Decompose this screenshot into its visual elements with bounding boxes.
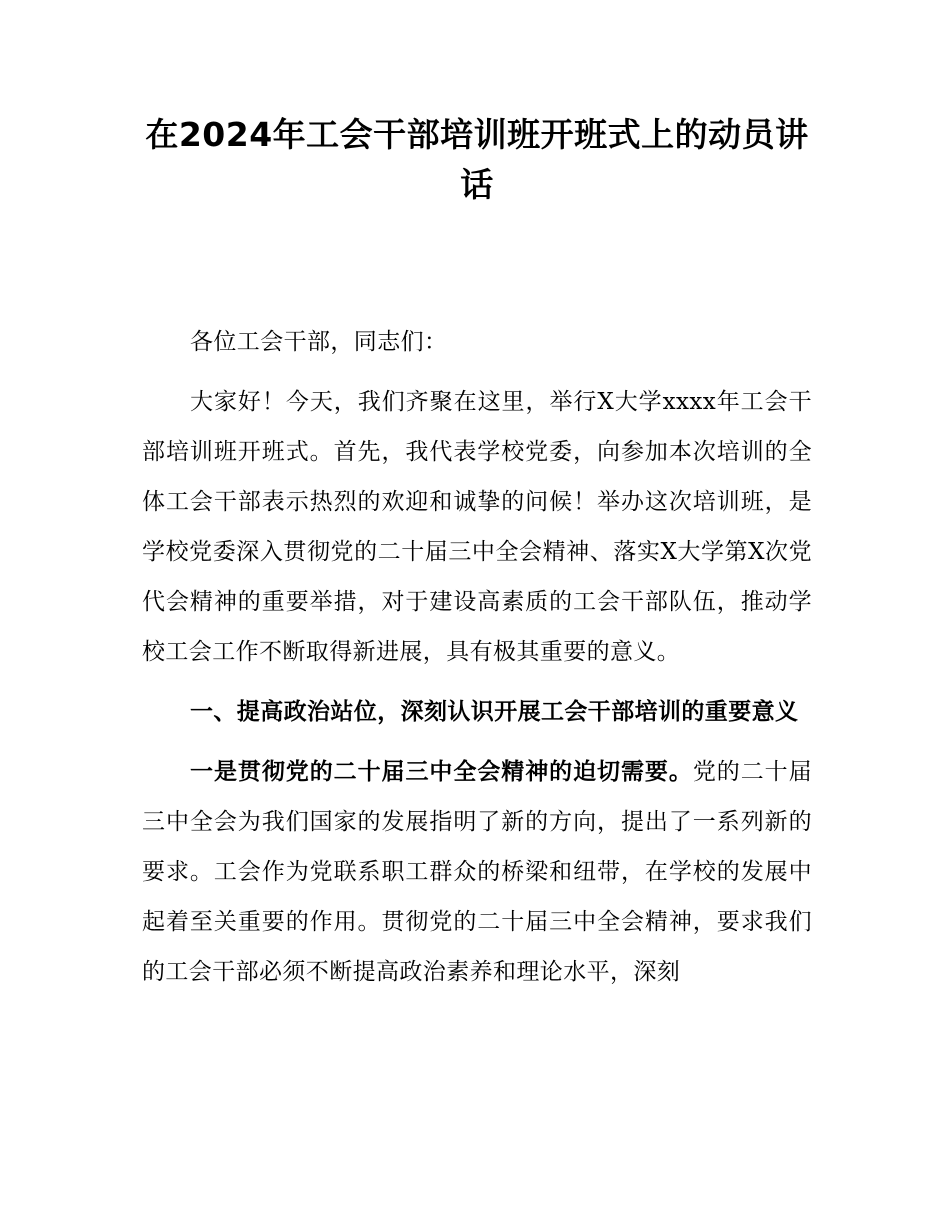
salutation: 各位工会干部，同志们： [190,329,448,355]
document-title: 在2024年工会干部培训班开班式上的动员讲话 [145,115,809,204]
intro-paragraph: 大家好！今天，我们齐聚在这里，举行X大学xxxx年工会干部培训班开班式。首先，我代表学校党委，向参加本次培训的全体工会干部表示热烈的欢迎和诚挚的问候！举办这次培训班，是学校党委深入贯彻党的二十届三中全会精神、落实X大学第X次党代会精神的重要举措，对于建设高素质的工会干部队伍，推动学校工会工作不断取得新进展，具有极其重要的意义。 [142,389,812,665]
point-text: 党的二十届三中全会为我们国家的发展指明了新的方向，提出了一系列新的要求。工会作为党联系职工群众的桥梁和纽带，在学校的发展中起着至关重要的作用。贯彻党的二十届三中全会精神，要求我们的工会干部必须不断提高政治素养和理论水平，深刻 [142,759,813,985]
document-page [142,110,812,997]
section-heading: 一、提高政治站位，深刻认识开展工会干部培训的重要意义 [190,699,799,725]
point-paragraph [142,747,812,997]
point-lead: 一是贯彻党的二十届三中全会精神的迫切需要。 [190,759,693,785]
